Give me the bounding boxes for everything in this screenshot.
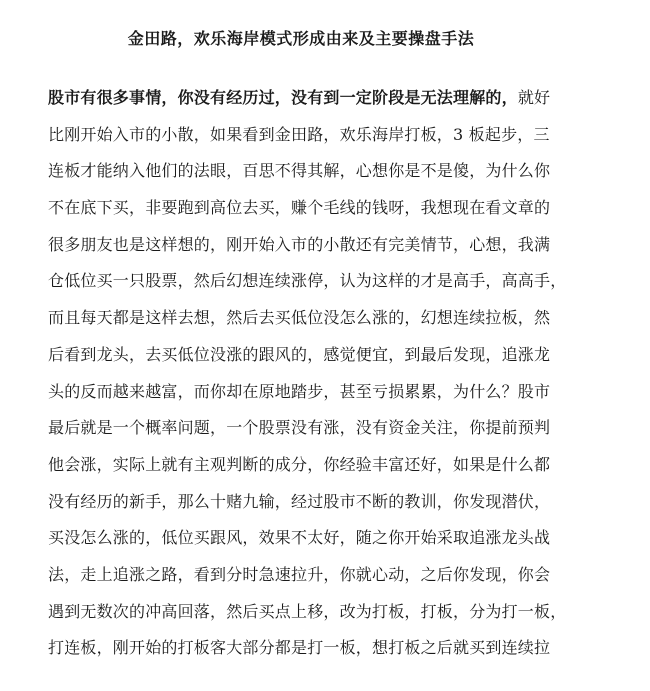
intro-bold-text: 股市有很多事情，你没有经历过，没有到一定阶段是无法理解的， [48,88,518,107]
paragraph-line: 买没怎么涨的，低位买跟风，效果不太好，随之你开始采取追涨龙头战 [48,528,551,548]
paragraph-line: 头的反而越来越富，而你却在原地踏步，甚至亏损累累，为什么？股市 [48,381,551,401]
paragraph-line [48,80,558,117]
paragraph-line: 遇到无数次的冲高回落，然后买点上移，改为打板，打板，分为打一板， [48,601,567,621]
paragraph-line: 后看到龙头，去买低位没涨的跟风的，感觉便宜，到最后发现，追涨龙 [48,344,551,364]
document-body [48,80,567,667]
paragraph-line: 而且每天都是这样去想，然后去买低位没怎么涨的，幻想连续拉板，然 [48,308,551,328]
document-title: 金田路，欢乐海岸模式形成由来及主要操盘手法 [127,29,475,48]
paragraph-line: 他会涨，实际上就有主观判断的成分，你经验丰富还好，如果是什么都 [48,454,551,474]
paragraph-line: 打连板，刚开始的打板客大部分都是打一板，想打板之后就买到连续拉 [48,638,551,658]
paragraph-line: 法，走上追涨之路，看到分时急速拉升，你就心动，之后你发现，你会 [48,564,551,584]
paragraph-line: 连板才能纳入他们的法眼，百思不得其解，心想你是不是傻，为什么你 [48,161,551,181]
paragraph-line: 仓低位买一只股票，然后幻想连续涨停，认为这样的才是高手，高高手， [48,271,567,291]
paragraph-line: 最后就是一个概率问题，一个股票没有涨，没有资金关注，你提前预判 [48,418,551,438]
paragraph-text: 就好 [517,88,551,107]
paragraph-line: 不在底下买，非要跑到高位去买，赚个毛线的钱呀，我想现在看文章的 [48,198,551,218]
paragraph-line: 很多朋友也是这样想的，刚开始入市的小散还有完美情节，心想，我满 [48,234,551,254]
paragraph-line: 没有经历的新手，那么十赌九输，经过股市不断的教训，你发现潜伏， [48,491,551,511]
paragraph-line: 比刚开始入市的小散，如果看到金田路，欢乐海岸打板，3 板起步，三 [48,124,550,144]
